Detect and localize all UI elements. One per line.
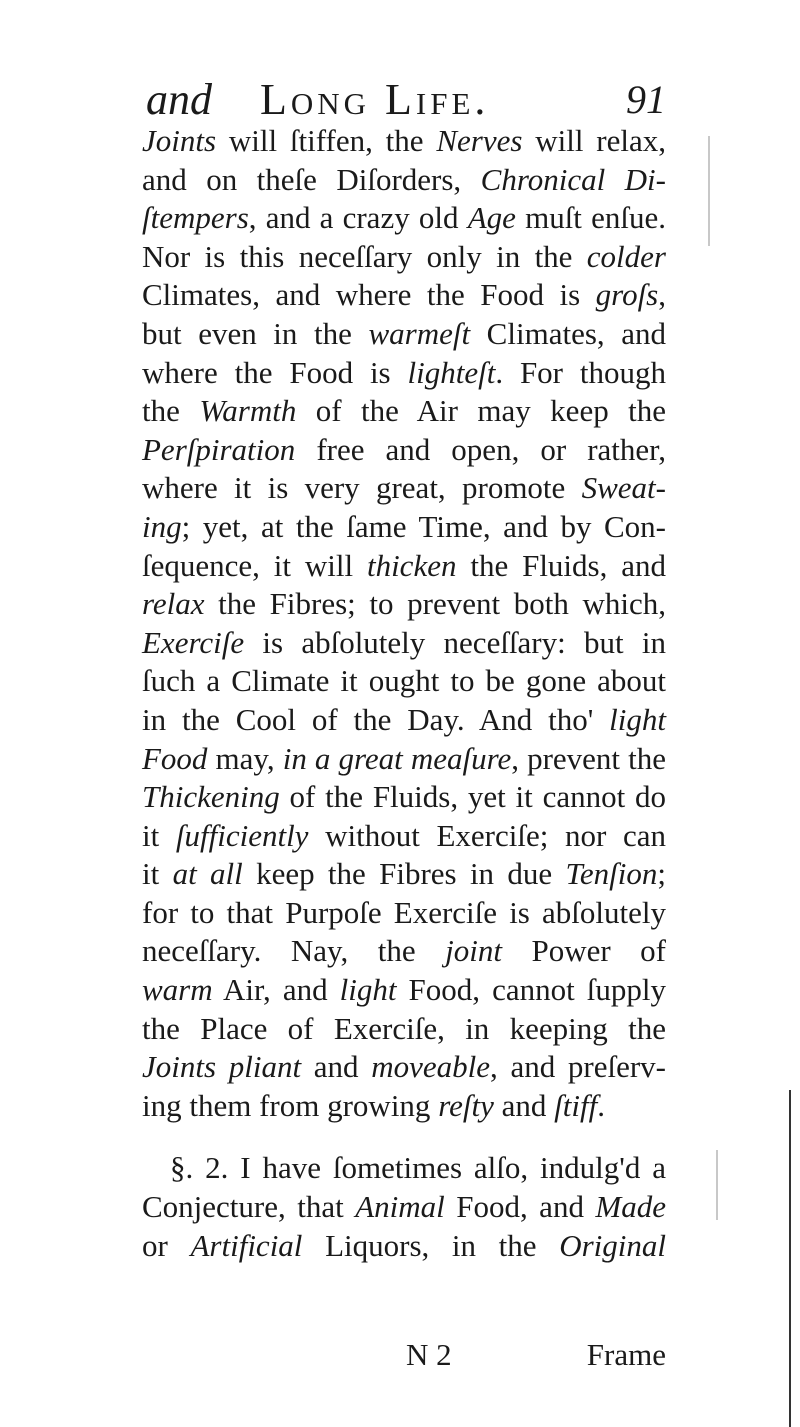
text-line: ſuch a Climate it ought to be gone about bbox=[142, 663, 666, 699]
text-line: and on theſe Diſorders, Chronical Di- bbox=[142, 161, 666, 197]
text-line: neceſſary. Nay, the joint Power of bbox=[142, 933, 666, 969]
paragraph-1 bbox=[142, 122, 666, 1125]
text-line: Thickening of the Fluids, yet it cannot do bbox=[142, 779, 666, 815]
text-line: but even in the warmeſt Climates, and bbox=[142, 315, 666, 351]
text-line: in the Cool of the Day. And tho' light bbox=[142, 701, 666, 737]
text-line: it at all keep the Fibres in due Tenſion; bbox=[142, 856, 666, 892]
text-line: where it is very great, promote Sweat- bbox=[142, 470, 666, 506]
page-number: 91 bbox=[626, 77, 666, 122]
text-line: Climates, and where the Food is groſs, bbox=[142, 277, 666, 313]
text-line: ſtempers, and a crazy old Age muſt enſue. bbox=[142, 200, 666, 236]
gutter-edge-line bbox=[789, 1090, 791, 1427]
bleed-through-mark bbox=[708, 136, 710, 246]
paragraph-2 bbox=[142, 1149, 666, 1265]
text-line: ing; yet, at the ſame Time, and by Con- bbox=[142, 508, 666, 544]
body-text bbox=[142, 122, 666, 1265]
running-title-italic: and bbox=[146, 75, 212, 124]
page-footer bbox=[142, 1335, 666, 1375]
text-line: Exerciſe is abſolutely neceſſary: but in bbox=[142, 624, 666, 660]
running-title-caps: Long Life. bbox=[260, 75, 490, 124]
text-line: Nor is this neceſſary only in the colder bbox=[142, 238, 666, 274]
text-line: Perſpiration free and open, or rather, bbox=[142, 431, 666, 467]
text-line: ſequence, it will thicken the Fluids, and bbox=[142, 547, 666, 583]
text-line: where the Food is lighteſt. For though bbox=[142, 354, 666, 390]
bleed-through-mark bbox=[716, 1150, 718, 1220]
text-line: warm Air, and light Food, cannot ſupply bbox=[142, 972, 666, 1008]
text-line: Conjecture, that Animal Food, and Made bbox=[142, 1189, 666, 1225]
text-line: Joints pliant and moveable, and preſerv- bbox=[142, 1049, 666, 1085]
text-line: Food may, in a great meaſure, prevent the bbox=[142, 740, 666, 776]
text-line: or Artificial Liquors, in the Original bbox=[142, 1227, 667, 1263]
signature-mark: N 2 bbox=[406, 1337, 452, 1372]
text-line: it ſufficiently without Exerciſe; nor can bbox=[142, 817, 666, 853]
text-line: for to that Purpoſe Exerciſe is abſolutely bbox=[142, 894, 666, 930]
catchword: Frame bbox=[586, 1337, 666, 1372]
section-gap bbox=[142, 1125, 666, 1149]
running-header bbox=[142, 70, 666, 130]
text-line: relax the Fibres; to prevent both which, bbox=[142, 586, 666, 622]
text-line: the Place of Exerciſe, in keeping the bbox=[142, 1010, 666, 1046]
text-line: the Warmth of the Air may keep the bbox=[142, 393, 667, 429]
text-line: Joints will ſtiffen, the Nerves will relax, bbox=[142, 123, 666, 158]
text-line: §. 2. I have ſometimes alſo, indulg'd a bbox=[170, 1150, 666, 1186]
text-line: ing them from growing reſty and ſtiff. bbox=[142, 1087, 605, 1123]
